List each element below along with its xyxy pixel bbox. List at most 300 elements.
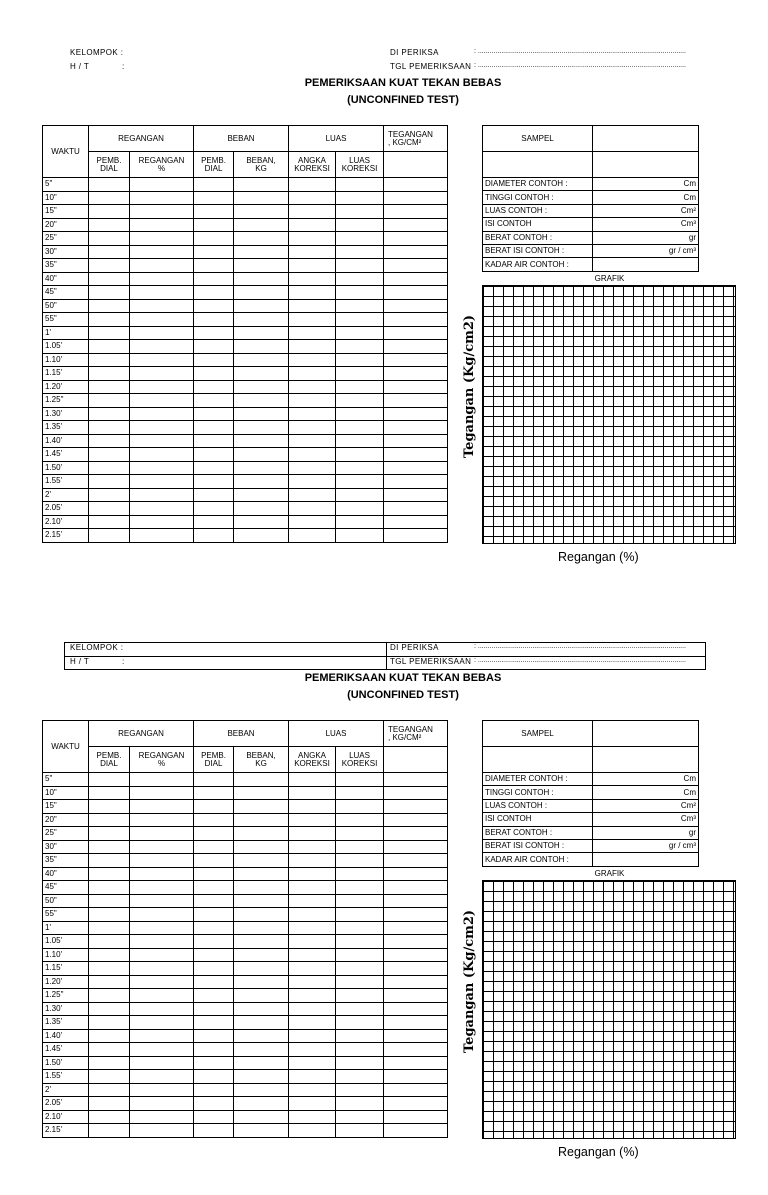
entry-cell[interactable] — [89, 205, 130, 219]
entry-cell[interactable] — [194, 1016, 234, 1030]
entry-cell[interactable] — [234, 218, 289, 232]
entry-cell[interactable] — [234, 1070, 289, 1084]
entry-cell[interactable] — [384, 313, 448, 327]
entry-cell[interactable] — [130, 840, 194, 854]
entry-cell[interactable] — [289, 1124, 336, 1138]
entry-cell[interactable] — [89, 840, 130, 854]
entry-cell[interactable] — [194, 881, 234, 895]
entry-cell[interactable] — [130, 515, 194, 529]
entry-cell[interactable] — [89, 1056, 130, 1070]
entry-cell[interactable] — [130, 475, 194, 489]
entry-cell[interactable] — [194, 421, 234, 435]
entry-cell[interactable] — [89, 178, 130, 192]
entry-cell[interactable] — [289, 448, 336, 462]
entry-cell[interactable] — [336, 786, 384, 800]
entry-cell[interactable] — [384, 800, 448, 814]
entry-cell[interactable] — [234, 1016, 289, 1030]
entry-cell[interactable] — [336, 178, 384, 192]
entry-cell[interactable] — [289, 353, 336, 367]
entry-cell[interactable] — [234, 1110, 289, 1124]
entry-cell[interactable] — [89, 448, 130, 462]
entry-cell[interactable] — [194, 948, 234, 962]
entry-cell[interactable] — [336, 272, 384, 286]
entry-cell[interactable] — [384, 1043, 448, 1057]
entry-cell[interactable] — [289, 218, 336, 232]
entry-cell[interactable] — [130, 881, 194, 895]
entry-cell[interactable] — [130, 854, 194, 868]
entry-cell[interactable] — [289, 921, 336, 935]
entry-cell[interactable] — [384, 989, 448, 1003]
entry-cell[interactable] — [130, 989, 194, 1003]
entry-cell[interactable] — [384, 827, 448, 841]
entry-cell[interactable] — [336, 529, 384, 543]
entry-cell[interactable] — [130, 921, 194, 935]
sampel-value[interactable] — [593, 126, 699, 152]
entry-cell[interactable] — [384, 245, 448, 259]
entry-cell[interactable] — [384, 786, 448, 800]
sample-unit[interactable]: gr / cm³ — [593, 244, 699, 257]
entry-cell[interactable] — [289, 299, 336, 313]
entry-cell[interactable] — [89, 935, 130, 949]
entry-cell[interactable] — [384, 867, 448, 881]
entry-cell[interactable] — [234, 326, 289, 340]
entry-cell[interactable] — [130, 975, 194, 989]
entry-cell[interactable] — [194, 989, 234, 1003]
entry-cell[interactable] — [234, 786, 289, 800]
diperiksa-fill-line[interactable]: : ........................................................................................................... — [474, 48, 686, 55]
entry-cell[interactable] — [89, 529, 130, 543]
entry-cell[interactable] — [89, 434, 130, 448]
entry-cell[interactable] — [384, 773, 448, 787]
sample-unit[interactable] — [593, 258, 699, 271]
entry-cell[interactable] — [384, 421, 448, 435]
entry-cell[interactable] — [130, 827, 194, 841]
entry-cell[interactable] — [89, 245, 130, 259]
entry-cell[interactable] — [89, 773, 130, 787]
entry-cell[interactable] — [384, 881, 448, 895]
entry-cell[interactable] — [194, 394, 234, 408]
entry-cell[interactable] — [234, 1056, 289, 1070]
entry-cell[interactable] — [194, 935, 234, 949]
entry-cell[interactable] — [234, 259, 289, 273]
entry-cell[interactable] — [384, 975, 448, 989]
entry-cell[interactable] — [89, 1043, 130, 1057]
entry-cell[interactable] — [194, 827, 234, 841]
entry-cell[interactable] — [289, 962, 336, 976]
entry-cell[interactable] — [336, 908, 384, 922]
entry-cell[interactable] — [336, 800, 384, 814]
entry-cell[interactable] — [384, 205, 448, 219]
entry-cell[interactable] — [130, 1110, 194, 1124]
entry-cell[interactable] — [384, 394, 448, 408]
entry-cell[interactable] — [384, 1124, 448, 1138]
entry-cell[interactable] — [194, 299, 234, 313]
entry-cell[interactable] — [336, 448, 384, 462]
entry-cell[interactable] — [89, 1097, 130, 1111]
entry-cell[interactable] — [234, 962, 289, 976]
entry-cell[interactable] — [130, 1029, 194, 1043]
entry-cell[interactable] — [384, 218, 448, 232]
entry-cell[interactable] — [89, 867, 130, 881]
entry-cell[interactable] — [89, 827, 130, 841]
entry-cell[interactable] — [130, 259, 194, 273]
entry-cell[interactable] — [130, 908, 194, 922]
entry-cell[interactable] — [336, 326, 384, 340]
entry-cell[interactable] — [234, 272, 289, 286]
entry-cell[interactable] — [234, 894, 289, 908]
entry-cell[interactable] — [194, 1029, 234, 1043]
entry-cell[interactable] — [194, 786, 234, 800]
entry-cell[interactable] — [336, 245, 384, 259]
entry-cell[interactable] — [89, 1110, 130, 1124]
entry-cell[interactable] — [289, 1110, 336, 1124]
entry-cell[interactable] — [289, 205, 336, 219]
entry-cell[interactable] — [89, 989, 130, 1003]
entry-cell[interactable] — [336, 881, 384, 895]
entry-cell[interactable] — [336, 1083, 384, 1097]
entry-cell[interactable] — [234, 827, 289, 841]
entry-cell[interactable] — [130, 272, 194, 286]
entry-cell[interactable] — [336, 340, 384, 354]
entry-cell[interactable] — [384, 854, 448, 868]
sample-unit[interactable]: Cm — [593, 773, 699, 786]
entry-cell[interactable] — [89, 813, 130, 827]
entry-cell[interactable] — [384, 191, 448, 205]
entry-cell[interactable] — [89, 232, 130, 246]
entry-cell[interactable] — [194, 867, 234, 881]
entry-cell[interactable] — [194, 380, 234, 394]
entry-cell[interactable] — [234, 989, 289, 1003]
entry-cell[interactable] — [289, 1097, 336, 1111]
sample-unit[interactable]: Cm³ — [593, 218, 699, 231]
entry-cell[interactable] — [130, 529, 194, 543]
entry-cell[interactable] — [89, 800, 130, 814]
entry-cell[interactable] — [336, 827, 384, 841]
entry-cell[interactable] — [89, 1029, 130, 1043]
entry-cell[interactable] — [234, 935, 289, 949]
entry-cell[interactable] — [289, 1056, 336, 1070]
entry-cell[interactable] — [234, 800, 289, 814]
entry-cell[interactable] — [89, 218, 130, 232]
entry-cell[interactable] — [234, 867, 289, 881]
entry-cell[interactable] — [89, 286, 130, 300]
entry-cell[interactable] — [194, 340, 234, 354]
entry-cell[interactable] — [89, 380, 130, 394]
entry-cell[interactable] — [336, 854, 384, 868]
entry-cell[interactable] — [194, 475, 234, 489]
entry-cell[interactable] — [289, 948, 336, 962]
entry-cell[interactable] — [194, 854, 234, 868]
entry-cell[interactable] — [194, 245, 234, 259]
graph-grid[interactable] — [482, 880, 736, 1139]
tgl-fill-line[interactable]: : ........................................................................................................... — [474, 62, 686, 69]
entry-cell[interactable] — [194, 218, 234, 232]
entry-cell[interactable] — [336, 502, 384, 516]
entry-cell[interactable] — [234, 1002, 289, 1016]
entry-cell[interactable] — [234, 448, 289, 462]
entry-cell[interactable] — [89, 488, 130, 502]
entry-cell[interactable] — [289, 461, 336, 475]
entry-cell[interactable] — [194, 921, 234, 935]
entry-cell[interactable] — [289, 475, 336, 489]
entry-cell[interactable] — [89, 326, 130, 340]
entry-cell[interactable] — [289, 1043, 336, 1057]
entry-cell[interactable] — [289, 854, 336, 868]
entry-cell[interactable] — [130, 353, 194, 367]
entry-cell[interactable] — [89, 881, 130, 895]
sample-unit[interactable]: gr — [593, 231, 699, 244]
entry-cell[interactable] — [336, 367, 384, 381]
entry-cell[interactable] — [89, 1124, 130, 1138]
entry-cell[interactable] — [234, 840, 289, 854]
entry-cell[interactable] — [194, 840, 234, 854]
entry-cell[interactable] — [130, 948, 194, 962]
entry-cell[interactable] — [336, 218, 384, 232]
entry-cell[interactable] — [384, 286, 448, 300]
entry-cell[interactable] — [289, 827, 336, 841]
entry-cell[interactable] — [89, 340, 130, 354]
entry-cell[interactable] — [130, 786, 194, 800]
entry-cell[interactable] — [289, 813, 336, 827]
entry-cell[interactable] — [384, 353, 448, 367]
sample-unit[interactable]: Cm² — [593, 799, 699, 812]
entry-cell[interactable] — [194, 353, 234, 367]
entry-cell[interactable] — [336, 461, 384, 475]
sample-unit[interactable]: Cm — [593, 191, 699, 204]
entry-cell[interactable] — [234, 1083, 289, 1097]
entry-cell[interactable] — [194, 259, 234, 273]
entry-cell[interactable] — [194, 1124, 234, 1138]
entry-cell[interactable] — [289, 773, 336, 787]
entry-cell[interactable] — [234, 394, 289, 408]
entry-cell[interactable] — [384, 813, 448, 827]
entry-cell[interactable] — [384, 1002, 448, 1016]
entry-cell[interactable] — [336, 205, 384, 219]
entry-cell[interactable] — [336, 380, 384, 394]
entry-cell[interactable] — [130, 205, 194, 219]
entry-cell[interactable] — [89, 948, 130, 962]
entry-cell[interactable] — [130, 894, 194, 908]
entry-cell[interactable] — [234, 921, 289, 935]
entry-cell[interactable] — [336, 434, 384, 448]
entry-cell[interactable] — [289, 232, 336, 246]
entry-cell[interactable] — [234, 908, 289, 922]
entry-cell[interactable] — [89, 1083, 130, 1097]
entry-cell[interactable] — [194, 488, 234, 502]
entry-cell[interactable] — [194, 191, 234, 205]
entry-cell[interactable] — [194, 894, 234, 908]
entry-cell[interactable] — [234, 421, 289, 435]
entry-cell[interactable] — [384, 529, 448, 543]
sample-unit[interactable]: Cm — [593, 178, 699, 191]
entry-cell[interactable] — [289, 340, 336, 354]
entry-cell[interactable] — [384, 1083, 448, 1097]
entry-cell[interactable] — [194, 367, 234, 381]
entry-cell[interactable] — [130, 1083, 194, 1097]
entry-cell[interactable] — [384, 461, 448, 475]
entry-cell[interactable] — [384, 962, 448, 976]
entry-cell[interactable] — [336, 475, 384, 489]
entry-cell[interactable] — [336, 1056, 384, 1070]
entry-cell[interactable] — [194, 205, 234, 219]
entry-cell[interactable] — [384, 894, 448, 908]
entry-cell[interactable] — [336, 921, 384, 935]
sample-unit[interactable]: Cm — [593, 786, 699, 799]
entry-cell[interactable] — [384, 515, 448, 529]
sample-unit[interactable] — [593, 853, 699, 866]
entry-cell[interactable] — [89, 854, 130, 868]
entry-cell[interactable] — [336, 488, 384, 502]
entry-cell[interactable] — [130, 286, 194, 300]
entry-cell[interactable] — [234, 475, 289, 489]
entry-cell[interactable] — [384, 367, 448, 381]
entry-cell[interactable] — [336, 259, 384, 273]
entry-cell[interactable] — [194, 773, 234, 787]
entry-cell[interactable] — [384, 1016, 448, 1030]
entry-cell[interactable] — [234, 232, 289, 246]
entry-cell[interactable] — [289, 245, 336, 259]
entry-cell[interactable] — [384, 299, 448, 313]
entry-cell[interactable] — [130, 191, 194, 205]
entry-cell[interactable] — [234, 434, 289, 448]
entry-cell[interactable] — [130, 773, 194, 787]
entry-cell[interactable] — [89, 1016, 130, 1030]
entry-cell[interactable] — [336, 313, 384, 327]
entry-cell[interactable] — [194, 313, 234, 327]
entry-cell[interactable] — [336, 1097, 384, 1111]
entry-cell[interactable] — [130, 962, 194, 976]
entry-cell[interactable] — [89, 367, 130, 381]
entry-cell[interactable] — [289, 1029, 336, 1043]
entry-cell[interactable] — [234, 313, 289, 327]
entry-cell[interactable] — [194, 1083, 234, 1097]
entry-cell[interactable] — [384, 1097, 448, 1111]
entry-cell[interactable] — [289, 421, 336, 435]
graph-grid[interactable] — [482, 285, 736, 544]
tgl-fill-line[interactable]: : ........................................................................................................... — [474, 657, 686, 664]
entry-cell[interactable] — [194, 434, 234, 448]
entry-cell[interactable] — [130, 867, 194, 881]
entry-cell[interactable] — [234, 191, 289, 205]
entry-cell[interactable] — [384, 921, 448, 935]
entry-cell[interactable] — [289, 1016, 336, 1030]
entry-cell[interactable] — [336, 989, 384, 1003]
entry-cell[interactable] — [194, 962, 234, 976]
entry-cell[interactable] — [130, 800, 194, 814]
entry-cell[interactable] — [130, 421, 194, 435]
entry-cell[interactable] — [289, 935, 336, 949]
entry-cell[interactable] — [336, 840, 384, 854]
entry-cell[interactable] — [194, 1043, 234, 1057]
entry-cell[interactable] — [130, 434, 194, 448]
entry-cell[interactable] — [234, 407, 289, 421]
entry-cell[interactable] — [289, 407, 336, 421]
entry-cell[interactable] — [194, 286, 234, 300]
entry-cell[interactable] — [130, 367, 194, 381]
entry-cell[interactable] — [289, 529, 336, 543]
entry-cell[interactable] — [130, 245, 194, 259]
entry-cell[interactable] — [234, 178, 289, 192]
entry-cell[interactable] — [130, 1002, 194, 1016]
entry-cell[interactable] — [336, 1002, 384, 1016]
entry-cell[interactable] — [234, 1029, 289, 1043]
entry-cell[interactable] — [130, 340, 194, 354]
entry-cell[interactable] — [194, 1070, 234, 1084]
entry-cell[interactable] — [194, 1110, 234, 1124]
entry-cell[interactable] — [130, 218, 194, 232]
entry-cell[interactable] — [194, 1056, 234, 1070]
entry-cell[interactable] — [130, 488, 194, 502]
entry-cell[interactable] — [289, 259, 336, 273]
entry-cell[interactable] — [336, 299, 384, 313]
entry-cell[interactable] — [234, 975, 289, 989]
entry-cell[interactable] — [336, 1124, 384, 1138]
entry-cell[interactable] — [194, 448, 234, 462]
entry-cell[interactable] — [89, 921, 130, 935]
entry-cell[interactable] — [384, 326, 448, 340]
entry-cell[interactable] — [234, 515, 289, 529]
entry-cell[interactable] — [89, 502, 130, 516]
entry-cell[interactable] — [289, 894, 336, 908]
entry-cell[interactable] — [384, 948, 448, 962]
sampel-value[interactable] — [593, 721, 699, 747]
entry-cell[interactable] — [130, 1097, 194, 1111]
entry-cell[interactable] — [130, 502, 194, 516]
entry-cell[interactable] — [234, 854, 289, 868]
entry-cell[interactable] — [289, 867, 336, 881]
entry-cell[interactable] — [384, 340, 448, 354]
entry-cell[interactable] — [234, 245, 289, 259]
entry-cell[interactable] — [194, 813, 234, 827]
entry-cell[interactable] — [336, 867, 384, 881]
entry-cell[interactable] — [289, 515, 336, 529]
entry-cell[interactable] — [289, 502, 336, 516]
entry-cell[interactable] — [234, 340, 289, 354]
entry-cell[interactable] — [89, 259, 130, 273]
entry-cell[interactable] — [289, 434, 336, 448]
entry-cell[interactable] — [89, 908, 130, 922]
entry-cell[interactable] — [194, 908, 234, 922]
entry-cell[interactable] — [194, 326, 234, 340]
entry-cell[interactable] — [89, 272, 130, 286]
entry-cell[interactable] — [384, 1029, 448, 1043]
entry-cell[interactable] — [234, 813, 289, 827]
entry-cell[interactable] — [234, 1097, 289, 1111]
entry-cell[interactable] — [384, 232, 448, 246]
entry-cell[interactable] — [194, 272, 234, 286]
entry-cell[interactable] — [289, 191, 336, 205]
entry-cell[interactable] — [384, 407, 448, 421]
entry-cell[interactable] — [336, 894, 384, 908]
entry-cell[interactable] — [130, 461, 194, 475]
entry-cell[interactable] — [336, 1110, 384, 1124]
entry-cell[interactable] — [234, 205, 289, 219]
entry-cell[interactable] — [336, 1016, 384, 1030]
entry-cell[interactable] — [289, 394, 336, 408]
entry-cell[interactable] — [130, 313, 194, 327]
entry-cell[interactable] — [194, 515, 234, 529]
entry-cell[interactable] — [130, 299, 194, 313]
entry-cell[interactable] — [130, 394, 194, 408]
entry-cell[interactable] — [130, 380, 194, 394]
entry-cell[interactable] — [89, 421, 130, 435]
entry-cell[interactable] — [130, 1070, 194, 1084]
entry-cell[interactable] — [130, 1124, 194, 1138]
entry-cell[interactable] — [336, 1043, 384, 1057]
entry-cell[interactable] — [336, 286, 384, 300]
entry-cell[interactable] — [384, 502, 448, 516]
entry-cell[interactable] — [194, 800, 234, 814]
